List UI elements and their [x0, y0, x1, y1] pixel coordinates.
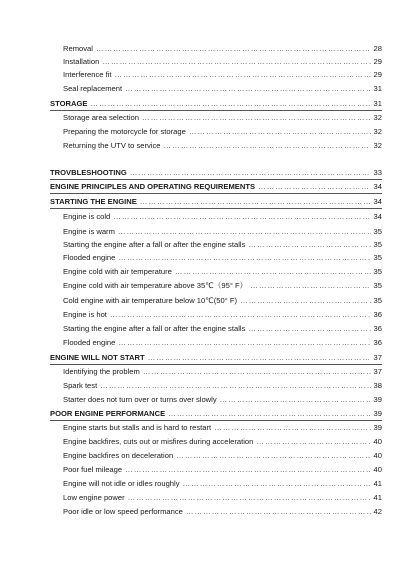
dot-leader: [183, 479, 371, 489]
dot-leader: [175, 267, 371, 277]
toc-entry: [63, 123, 382, 137]
toc-entry-title: Preparing the motorcycle for storage: [63, 127, 186, 136]
dot-leader: [125, 84, 370, 94]
dot-leader: [189, 127, 371, 137]
dot-leader: [176, 451, 370, 461]
toc-page-number: 31: [373, 99, 382, 108]
toc-entry: [63, 447, 382, 461]
toc-entry-title: Engine cold with air temperature above 35℃（95° F）: [63, 281, 248, 290]
dot-leader: [118, 253, 370, 263]
toc-entry-title: Poor fuel mileage: [63, 465, 123, 474]
toc-entry: [63, 461, 382, 475]
toc-entry-title: POOR ENGINE PERFORMANCE: [50, 409, 166, 418]
toc-entry-title: Engine starts but stalls and is hard to restart: [63, 423, 212, 432]
toc-entry: [63, 419, 382, 433]
toc-section-entry: [50, 164, 382, 178]
dot-leader: [148, 353, 371, 363]
toc-entry-title: ENGINE PRINCIPLES AND OPERATING REQUIREMENTS: [50, 182, 256, 191]
toc-page-number: 40: [373, 465, 382, 474]
dot-leader: [125, 465, 370, 475]
toc-page-number: 34: [373, 197, 382, 206]
toc-page-number: 35: [373, 296, 382, 305]
toc-entry-title: Storage area selection: [63, 113, 139, 122]
toc-entry: [63, 377, 382, 391]
toc-page-number: 37: [373, 353, 382, 362]
dot-leader: [240, 296, 370, 306]
toc-page-number: 35: [373, 281, 382, 290]
toc-page-number: 33: [373, 168, 382, 177]
toc-entry-title: Engine backfires, cuts out or misfires during acceleration: [63, 437, 254, 446]
toc-page-number: 35: [373, 227, 382, 236]
toc-page-number: 36: [373, 310, 382, 319]
toc-entry: [63, 109, 382, 123]
toc-page-number: 35: [373, 267, 382, 276]
toc-page-number: 41: [373, 479, 382, 488]
toc-entry: [63, 208, 382, 222]
toc-entry: [63, 223, 382, 237]
toc-entry: [63, 489, 382, 503]
toc-entry-title: Interference fit: [63, 70, 112, 79]
toc-entry: [63, 306, 382, 320]
toc-section-entry: [50, 405, 382, 419]
dot-leader: [113, 212, 370, 222]
toc-entry-title: Removal: [63, 44, 93, 53]
toc-entry-title: Starter does not turn over or turns over slowly: [63, 395, 217, 404]
toc-section-entry: [50, 95, 382, 109]
toc-page-number: 35: [373, 253, 382, 262]
toc-entry-title: Engine backfires on deceleration: [63, 451, 174, 460]
toc-entry: [63, 391, 382, 405]
toc-entry-title: Identifying the problem: [63, 367, 140, 376]
toc-entry-title: Installation: [63, 57, 100, 66]
toc-page-number: 32: [373, 113, 382, 122]
toc-entry: [63, 277, 382, 291]
dot-leader: [100, 381, 370, 391]
dot-leader: [164, 141, 371, 151]
toc-entry: [63, 53, 382, 67]
toc-entry-title: STORAGE: [50, 99, 88, 108]
toc-entry-title: Cold engine with air temperature below 10℃(50° F): [63, 296, 238, 305]
dot-leader: [140, 197, 371, 207]
toc-page-number: 41: [373, 493, 382, 502]
toc-entry-title: Low engine power: [63, 493, 125, 502]
toc-page-number: 38: [373, 381, 382, 390]
toc-entry-title: Returning the UTV to service: [63, 141, 161, 150]
toc-entry: [63, 320, 382, 334]
toc-section-entry: [50, 349, 382, 363]
toc-entry-title: Seal replacement: [63, 84, 123, 93]
toc-entry: [63, 363, 382, 377]
dot-leader: [250, 281, 370, 291]
toc-entry: [63, 334, 382, 348]
dot-leader: [90, 99, 370, 109]
toc-page-number: 39: [373, 395, 382, 404]
toc-entry-title: TROVBLESHOOTING: [50, 168, 127, 177]
toc-page-number: 37: [373, 367, 382, 376]
dot-leader: [118, 338, 370, 348]
toc-entry: [63, 137, 382, 151]
toc-page-number: 35: [373, 240, 382, 249]
toc-section-entry: [50, 193, 382, 207]
toc-page-number: 36: [373, 324, 382, 333]
toc-entry: [63, 249, 382, 263]
toc-entry-title: Spark test: [63, 381, 98, 390]
toc-entry-title: Engine is cold: [63, 212, 111, 221]
toc-page-number: 34: [373, 212, 382, 221]
toc-page-number: 31: [373, 84, 382, 93]
toc-entry-title: STARTING THE ENGINE: [50, 197, 137, 206]
toc-entry: [63, 263, 382, 277]
toc-page-number: 39: [373, 423, 382, 432]
toc-page-number: 40: [373, 437, 382, 446]
toc-entry-title: Engine will not idle or idles roughly: [63, 479, 180, 488]
toc-entry-title: ENGINE WILL NOT START: [50, 353, 145, 362]
dot-leader: [115, 70, 371, 80]
toc-entry-title: Engine cold with air temperature: [63, 267, 172, 276]
toc-entry-title: Engine is hot: [63, 310, 107, 319]
toc-entry: [63, 503, 382, 517]
dot-leader: [256, 437, 370, 447]
toc-entry-title: Flooded engine: [63, 253, 116, 262]
dot-leader: [186, 507, 371, 517]
dot-leader: [220, 395, 371, 405]
toc-page-number: 36: [373, 338, 382, 347]
toc-entry-title: Flooded engine: [63, 338, 116, 347]
dot-leader: [110, 310, 371, 320]
dot-leader: [214, 423, 370, 433]
dot-leader: [168, 409, 370, 419]
toc-page-number: 34: [373, 182, 382, 191]
toc-page-number: 39: [373, 409, 382, 418]
dot-leader: [258, 182, 370, 192]
toc-entry: [63, 66, 382, 80]
toc-entry: [63, 433, 382, 447]
dot-leader: [128, 493, 371, 503]
toc-entry: [63, 40, 382, 54]
toc-page-number: 32: [373, 127, 382, 136]
toc-entry-title: Engine is warm: [63, 227, 115, 236]
dot-leader: [143, 367, 371, 377]
dot-leader: [130, 168, 371, 178]
toc-section-entry: [50, 178, 382, 192]
toc-page-number: 32: [373, 141, 382, 150]
toc-entry-title: Poor idle or low speed performance: [63, 507, 183, 516]
toc-page-number: 29: [373, 70, 382, 79]
dot-leader: [248, 324, 370, 334]
toc-entry: [63, 80, 382, 94]
toc-entry: [63, 236, 382, 250]
toc-entry: [63, 475, 382, 489]
dot-leader: [142, 113, 371, 123]
toc-page-number: 29: [373, 57, 382, 66]
toc-entry: [63, 292, 382, 306]
toc-entry-title: Starting the engine after a fall or after the engine stalls: [63, 324, 246, 333]
toc-page-number: 28: [373, 44, 382, 53]
toc-entry-title: Starting the engine after a fall or after the engine stalls: [63, 240, 246, 249]
toc-page-number: 42: [373, 507, 382, 516]
toc-page-number: 40: [373, 451, 382, 460]
